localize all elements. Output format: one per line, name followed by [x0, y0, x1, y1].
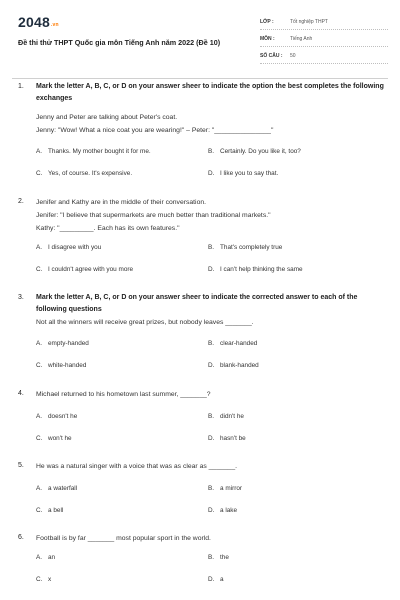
option-b[interactable]: B. a mirror — [208, 485, 243, 492]
question-1: 1. Mark the letter A, B, C, or D on your answer sheer to indicate the option the best completes the following exchanges Jenny and Peter are talking about Peter's coat. Jenny: "Wow! What a nice coat you are wearing!" – Peter: "_______________" A. Thanks. My mother bought it for me. B. Certainly. Do you like it, too? C. Yes, of course. It's expensive. D. I like you to say that. — [18, 81, 384, 185]
question-3: 3. Mark the letter A, B, C, or D on your answer sheer to indicate the corrected answer to each of the following questions Not all the winners will receive great prizes, but nobody leaves _______. A. empty-handed B. clear-handed C. white-handed D. blank-handed — [18, 292, 384, 377]
exam-meta — [260, 13, 388, 70]
question-instruction: Mark the letter A, B, C, or D on your answer sheer to indicate the corrected answer to each of the following questions — [36, 294, 358, 313]
site-logo[interactable]: 2048.vn — [18, 14, 59, 30]
option-a[interactable]: A. Thanks. My mother bought it for me. — [36, 148, 151, 155]
option-a[interactable]: A. an — [36, 554, 56, 561]
option-c[interactable]: C. I couldn't agree with you more — [36, 266, 134, 273]
meta-row-count: SỐ CÂU : 50 — [260, 47, 388, 64]
meta-row-subject: MÔN : Tiếng Anh — [260, 30, 388, 47]
question-5: 5. He was a natural singer with a voice that was as clear as _______. A. a waterfall B. a mirror C. a bell D. a lake — [18, 460, 384, 522]
page-header — [18, 10, 388, 70]
option-d[interactable]: D. hasn't be — [208, 435, 246, 442]
option-d[interactable]: D. a lake — [208, 507, 238, 514]
option-c[interactable]: C. white-handed — [36, 362, 87, 369]
option-c[interactable]: C. won't he — [36, 435, 72, 442]
option-b[interactable]: B. Certainly. Do you like it, too? — [208, 148, 301, 155]
question-6: 6. Football is by far _______ most popular sport in the world. A. an B. the C. x D. a — [18, 532, 384, 591]
option-d[interactable]: D. a — [208, 576, 224, 583]
option-a[interactable]: A. empty-handed — [36, 340, 89, 347]
option-b[interactable]: B. clear-handed — [208, 340, 258, 347]
question-4: 4. Michael returned to his hometown last summer, _______? A. doesn't he B. didn't he C. won't he D. hasn't be — [18, 388, 384, 450]
option-c[interactable]: C. x — [36, 576, 52, 583]
option-a[interactable]: A. doesn't he — [36, 413, 78, 420]
option-c[interactable]: C. Yes, of course. It's expensive. — [36, 170, 133, 177]
question-2: 2. Jenifer and Kathy are in the middle of their conversation. Jenifer: "I believe that supermarkets are much better than traditional markets." Kathy: "_________. Each has its own features." A. I disagree with you B. That's completely true C. I couldn't agree with you more D. I can't help thinking the same — [18, 196, 384, 281]
exam-title: Đề thi thử THPT Quốc gia môn Tiếng Anh năm 2022 (Đề 10) — [18, 38, 221, 47]
option-b[interactable]: B. didn't he — [208, 413, 244, 420]
option-d[interactable]: D. blank-handed — [208, 362, 259, 369]
option-a[interactable]: A. a waterfall — [36, 485, 78, 492]
meta-row-class: LỚP : Tốt nghiệp THPT — [260, 13, 388, 30]
option-c[interactable]: C. a bell — [36, 507, 64, 514]
option-d[interactable]: D. I like you to say that. — [208, 170, 279, 177]
option-a[interactable]: A. I disagree with you — [36, 244, 102, 251]
option-b[interactable]: B. the — [208, 554, 229, 561]
option-b[interactable]: B. That's completely true — [208, 244, 283, 251]
question-instruction: Mark the letter A, B, C, or D on your answer sheer to indicate the option the best completes the following exchanges — [36, 83, 384, 102]
option-d[interactable]: D. I can't help thinking the same — [208, 266, 303, 273]
header-divider — [12, 78, 388, 79]
